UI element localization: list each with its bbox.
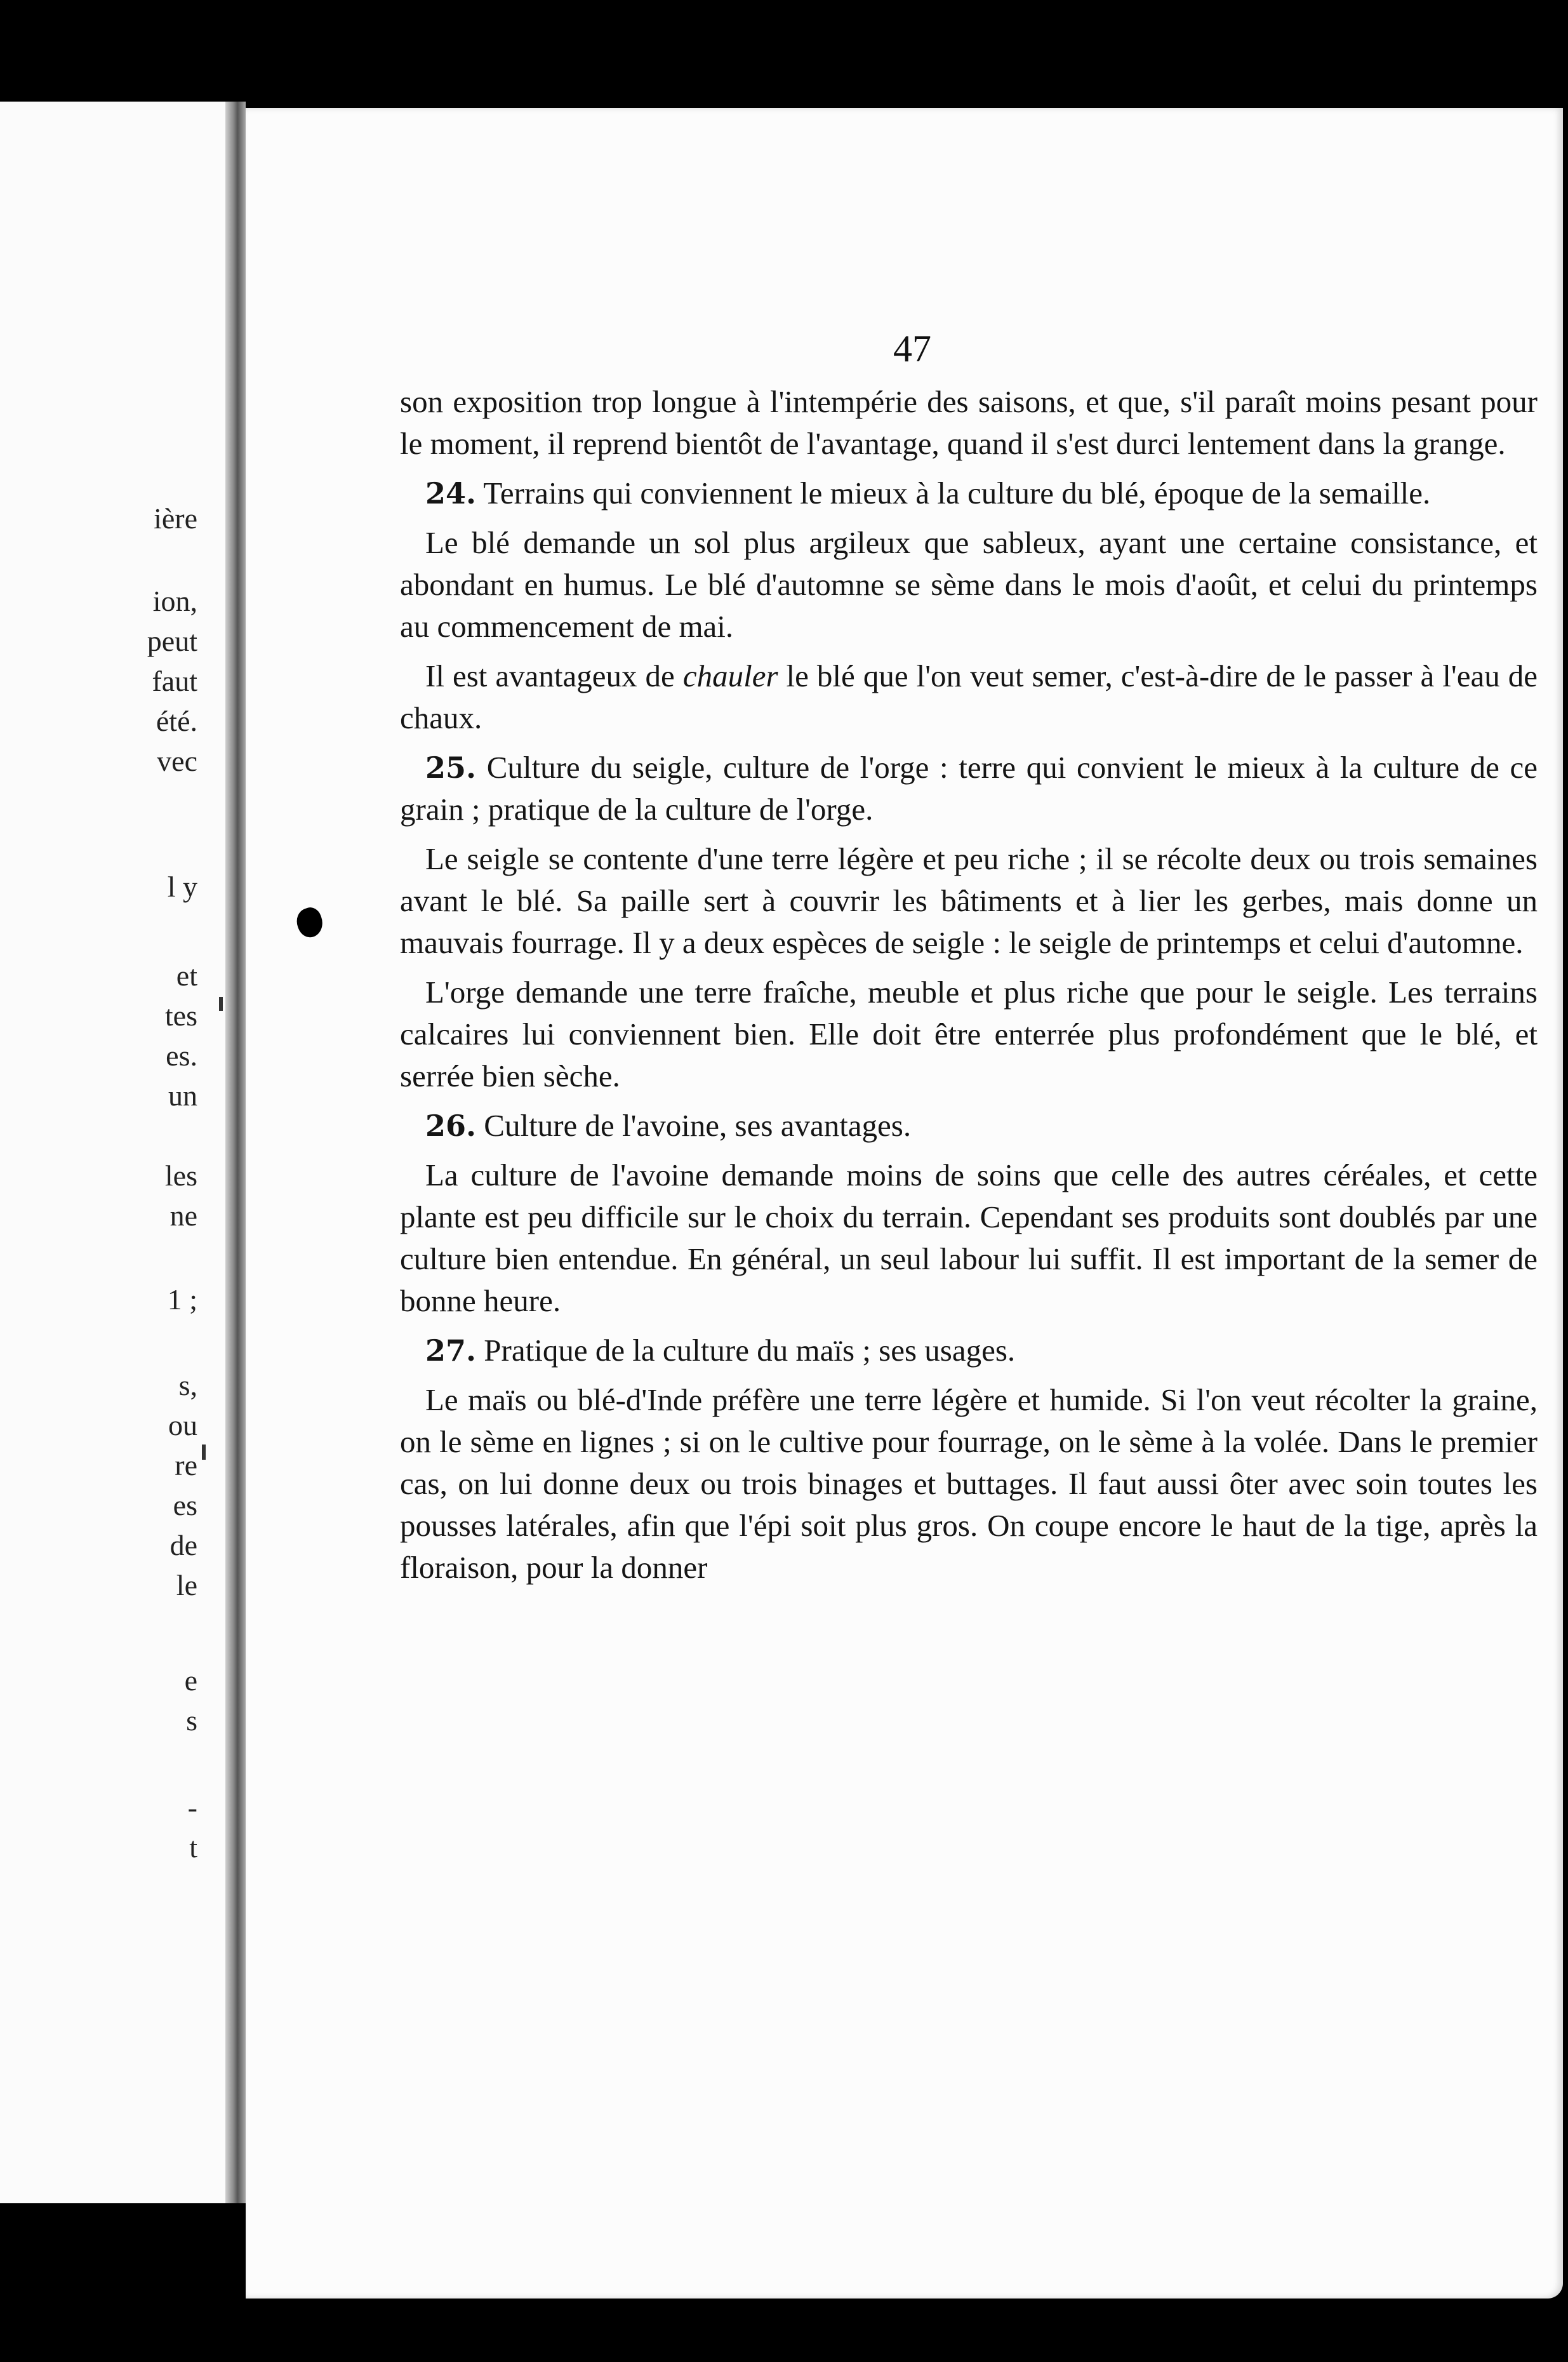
margin-mark <box>219 997 223 1011</box>
book-gutter <box>225 102 246 2203</box>
section-number: 27. <box>425 1333 477 1368</box>
left-fragment-line: le <box>176 1569 197 1601</box>
left-fragment-line: un <box>168 1079 197 1112</box>
paragraph: son exposition trop longue à l'intempérie des saisons, et que, s'il paraît moins pesant pour le moment, il reprend bientôt de l'avantage, quand il s'est durci lentement dans la grange. <box>400 384 1538 461</box>
page-number: 47 <box>893 328 931 370</box>
paragraph-text: Il est avantageux de <box>425 658 683 693</box>
paragraph: Le seigle se contente d'une terre légère et peu riche ; il se récolte deux ou trois semaines avant le blé. Sa paille sert à couvrir les bâtiments et à lier les gerbes, mais donne un mauvais fourrage. Il y a deux espèces de seigle : le seigle de printemps et celui d'automne. <box>400 841 1538 960</box>
paragraph: La culture de l'avoine demande moins de soins que celle des autres céréales, et cette plante est peu difficile sur le choix du terrain. Cependant ses produits sont doublés par une culture bien entendue. En général, un seul labour lui suffit. Il est important de la semer de bonne heure. <box>400 1158 1538 1318</box>
left-fragment-line: et <box>176 959 197 992</box>
section-heading <box>400 747 1538 831</box>
left-fragment-line: faut <box>152 665 197 697</box>
left-fragment-line: tes <box>164 999 197 1032</box>
left-fragment-line: été. <box>156 705 197 737</box>
left-fragment-line: e <box>184 1664 197 1697</box>
left-fragment-line: t <box>189 1831 197 1864</box>
left-fragment-line: es <box>173 1489 197 1521</box>
left-fragment-line: re <box>175 1449 197 1481</box>
left-fragment-line: ière <box>154 502 197 535</box>
left-fragment-line: l y <box>167 871 197 903</box>
left-fragment-line: - <box>187 1791 197 1824</box>
margin-mark <box>202 1445 206 1460</box>
left-fragment-line: de <box>169 1529 197 1561</box>
paragraph: Le blé demande un sol plus argileux que sableux, ayant une certaine consistance, et abondant en humus. Le blé d'automne se sème dans le mois d'août, et celui du printemps au commencement de mai. <box>400 525 1538 644</box>
italic-term: chauler <box>682 658 778 693</box>
paragraph: L'orge demande une terre fraîche, meuble et plus riche que pour le seigle. Les terrains calcaires lui conviennent bien. Elle doit être enterrée plus profondément que le blé, et serrée bien sèche. <box>400 975 1538 1093</box>
left-fragment-line: peut <box>147 625 197 657</box>
section-heading <box>400 1105 1538 1147</box>
book-page <box>246 108 1563 2299</box>
paragraph: Le maïs ou blé-d'Inde préfère une terre légère et humide. Si l'on veut récolter la graine, on le sème en lignes ; si on le cultive pour fourrage, on le sème à la volée. Dans le premier cas, on lui donne deux ou trois binages et buttages. Il faut aussi ôter avec soin toutes les pousses latérales, afin que l'épi soit plus gros. On coupe encore le haut de la tige, après la floraison, pour la donner <box>400 1382 1538 1585</box>
section-heading <box>400 472 1538 514</box>
paragraph <box>400 655 1538 739</box>
section-title: Terrains qui conviennent le mieux à la culture du blé, époque de la semaille. <box>483 476 1431 510</box>
paragraph-text: le blé que l'on veut semer, c'est-à-dire de le passer à l'eau de chaux. <box>400 658 1538 735</box>
section-number: 25. <box>425 751 477 785</box>
left-fragment-line: s <box>186 1704 197 1737</box>
section-number: 24. <box>425 476 477 510</box>
left-fragment-line: ion, <box>152 585 197 617</box>
left-fragment-line: vec <box>157 745 197 777</box>
left-page-fragment <box>0 102 225 2203</box>
section-title: Culture du seigle, culture de l'orge : terre qui convient le mieux à la culture de ce grain ; pratique de la culture de l'orge. <box>400 750 1538 827</box>
left-fragment-line: les <box>164 1159 197 1192</box>
section-title: Culture de l'avoine, ses avantages. <box>484 1108 912 1143</box>
left-fragment-line: 1 ; <box>167 1283 197 1316</box>
section-title: Pratique de la culture du maïs ; ses usages. <box>484 1333 1016 1368</box>
section-heading <box>400 1330 1538 1371</box>
left-fragment-line: s, <box>178 1369 197 1401</box>
left-fragment-line: es. <box>166 1039 197 1072</box>
left-fragment-line: ou <box>168 1409 197 1441</box>
left-fragment-line: ne <box>169 1199 197 1232</box>
page-body <box>400 381 1538 1596</box>
section-number: 26. <box>425 1109 477 1143</box>
